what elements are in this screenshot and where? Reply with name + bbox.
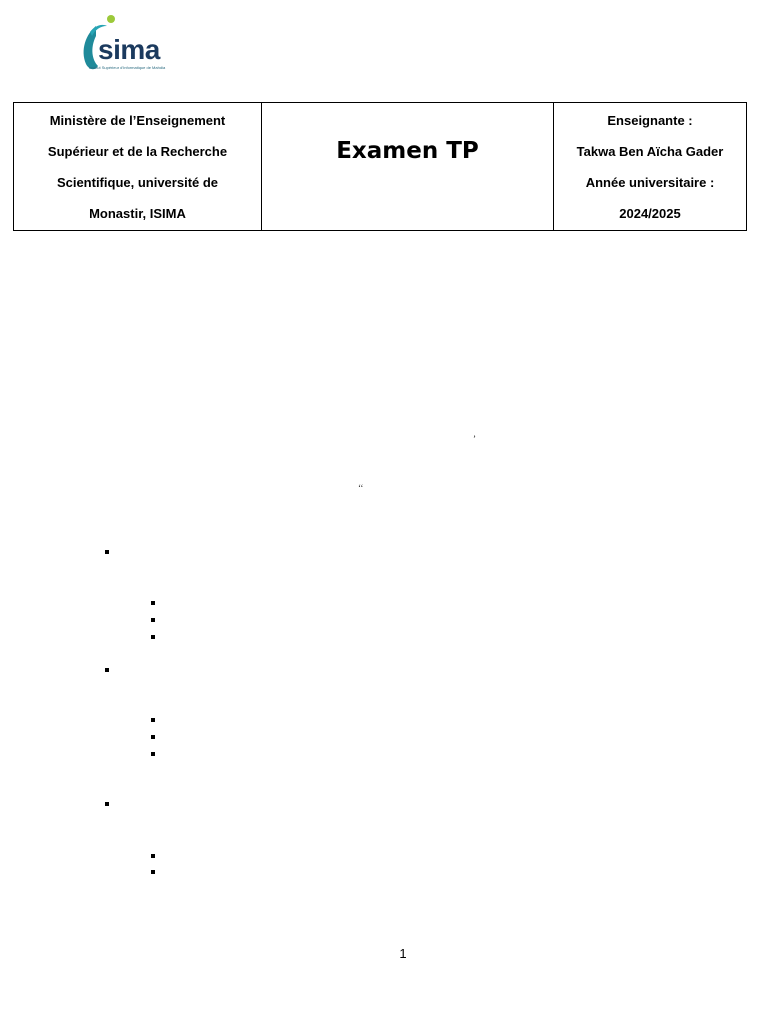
stray-comma: ’ [473, 434, 476, 444]
sub-bullet-marker [151, 735, 155, 739]
header-table [13, 102, 747, 231]
stray-quote: ‘‘ [358, 483, 364, 493]
institution-line-4: Monastir, ISIMA [89, 205, 186, 221]
sub-bullet-marker [151, 635, 155, 639]
exam-title: Examen TP [336, 137, 479, 164]
logo-tagline: Institut Supérieur d'Informatique de Mahdia [88, 65, 166, 70]
institution-line-2: Supérieur et de la Recherche [47, 143, 228, 159]
institution-line-3: Scientifique, université de [56, 174, 219, 190]
bullet-marker [105, 550, 109, 554]
bullet-marker [105, 668, 109, 672]
isima-logo [76, 14, 168, 76]
sub-bullet-marker [151, 870, 155, 874]
teacher-label: Enseignante : [607, 112, 693, 128]
sub-bullet-marker [151, 718, 155, 722]
bullet-marker [105, 802, 109, 806]
institution-line-1: Ministère de l’Enseignement [49, 112, 226, 128]
sub-bullet-marker [151, 618, 155, 622]
page-number: 1 [399, 946, 407, 961]
title-cell [262, 103, 554, 231]
teacher-info-cell [554, 103, 747, 231]
teacher-name: Takwa Ben Aïcha Gader [576, 143, 724, 159]
academic-year-label: Année universitaire : [585, 174, 715, 190]
institution-cell [14, 103, 262, 231]
sub-bullet-marker [151, 752, 155, 756]
logo-wordmark: sima [98, 34, 160, 65]
sub-bullet-marker [151, 601, 155, 605]
academic-year-value: 2024/2025 [619, 205, 681, 221]
sub-bullet-marker [151, 854, 155, 858]
